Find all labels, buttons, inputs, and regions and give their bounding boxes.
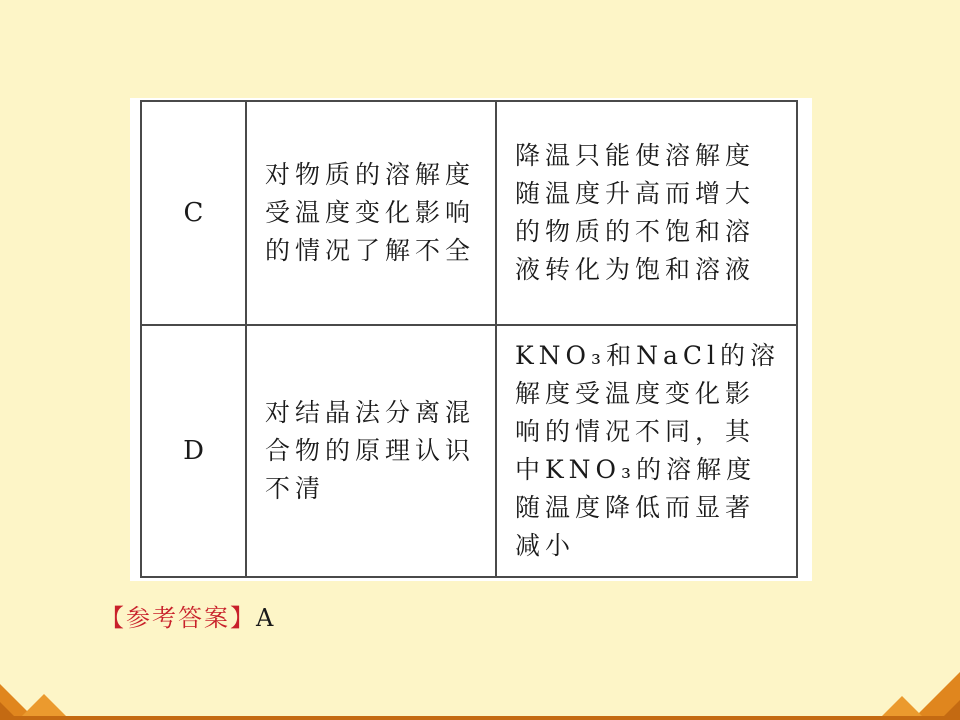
explanation-cell: KNO₃和NaCl的溶解度受温度变化影响的情况不同，其中KNO₃的溶解度随温度降低而显著减小	[496, 325, 797, 577]
answer-value: A	[256, 604, 276, 632]
answer-label: 【参考答案】	[100, 604, 256, 632]
reason-cell: 对结晶法分离混合物的原理认识不清	[246, 325, 496, 577]
answer-table-panel	[130, 98, 812, 581]
corner-decoration-left	[0, 676, 80, 720]
table-row	[141, 325, 797, 577]
option-cell: C	[141, 101, 246, 325]
explanation-cell: 降温只能使溶解度随温度升高而增大的物质的不饱和溶液转化为饱和溶液	[496, 101, 797, 325]
table-row	[141, 101, 797, 325]
corner-decoration-right	[870, 670, 960, 720]
bottom-border	[0, 716, 960, 720]
option-cell: D	[141, 325, 246, 577]
answer-table	[140, 100, 798, 578]
reference-answer	[100, 598, 275, 633]
reason-cell: 对物质的溶解度受温度变化影响的情况了解不全	[246, 101, 496, 325]
